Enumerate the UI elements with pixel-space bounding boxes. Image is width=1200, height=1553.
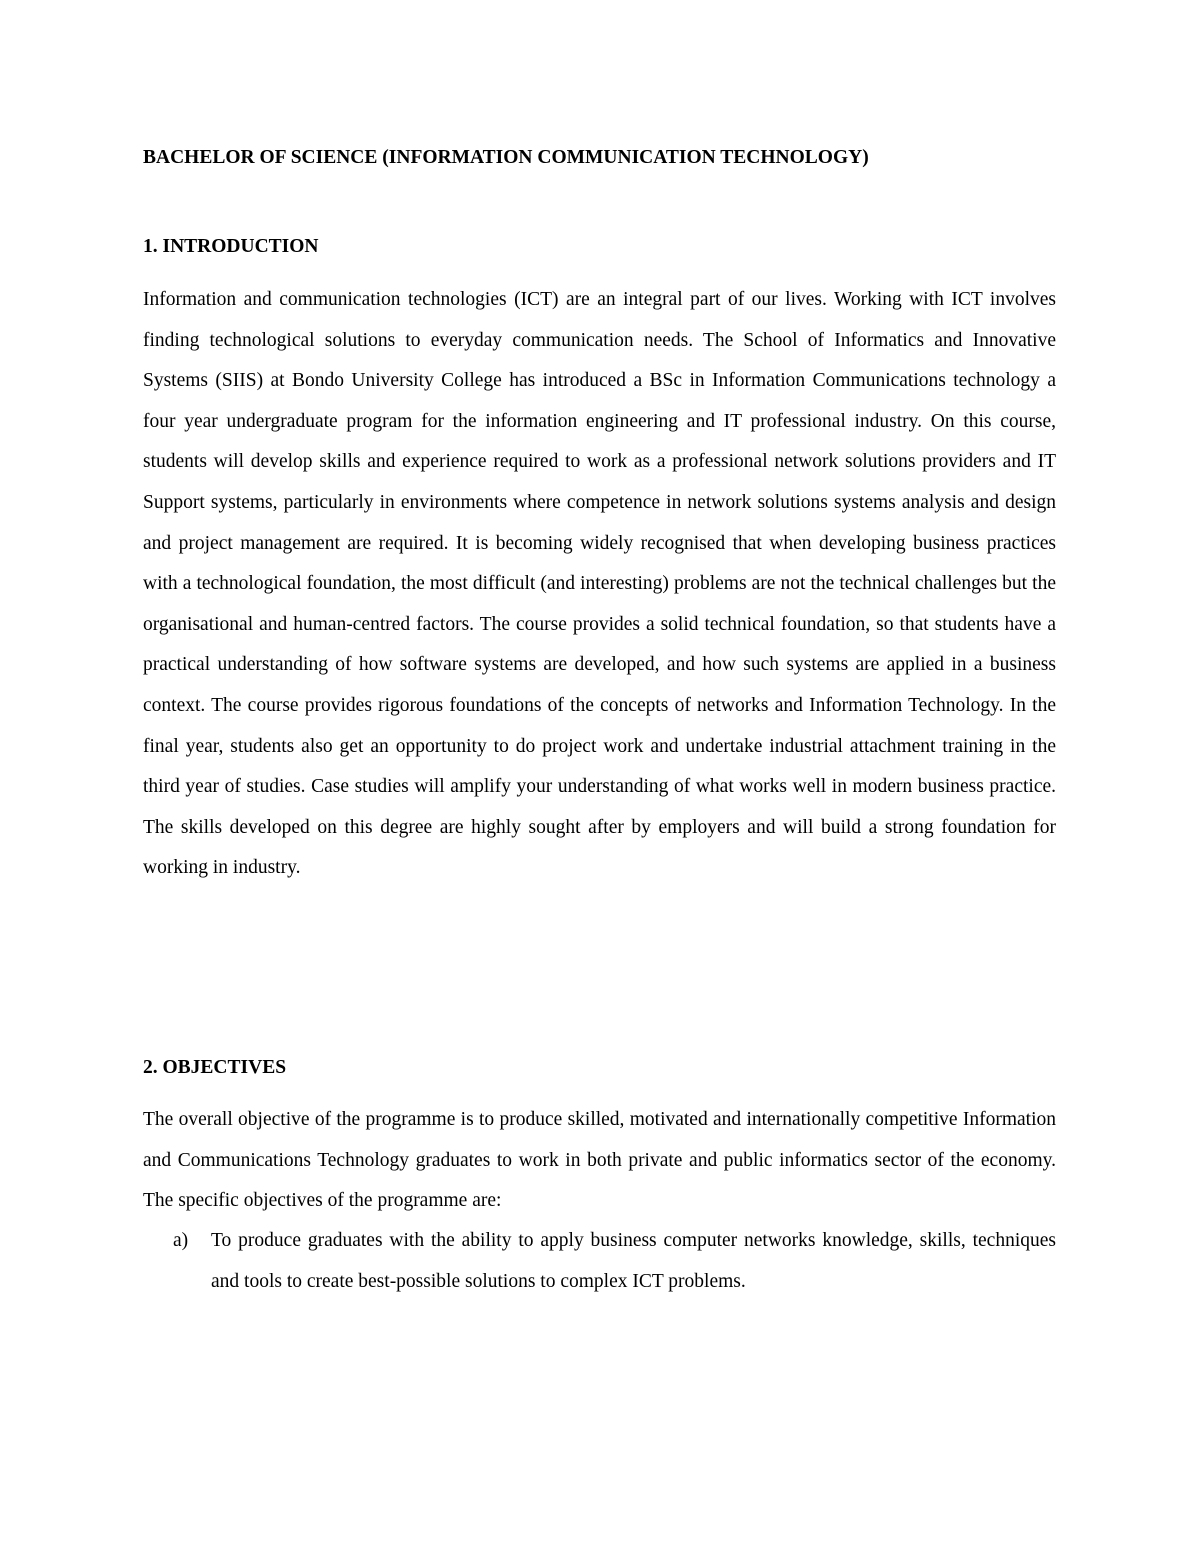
- objectives-list: [143, 1221, 1056, 1302]
- list-item: [143, 1221, 1056, 1302]
- section-heading-introduction: 1. INTRODUCTION: [143, 236, 319, 257]
- objectives-paragraph: The overall objective of the programme is to produce skilled, motivated and internationally competitive Information and Communications Technology graduates to work in both private and public informatics sector of the economy. The specific objectives of the programme are:: [143, 1109, 1056, 1212]
- section-heading-objectives: 2. OBJECTIVES: [143, 1057, 287, 1078]
- document-title: BACHELOR OF SCIENCE (INFORMATION COMMUNICATION TECHNOLOGY): [143, 147, 869, 168]
- list-item-marker: a): [173, 1230, 189, 1251]
- list-item-text: To produce graduates with the ability to apply business computer networks knowledge, skills, techniques and tools to create best-possible solutions to complex ICT problems.: [211, 1230, 1056, 1292]
- introduction-paragraph: Information and communication technologies (ICT) are an integral part of our lives. Working with ICT involves finding technological solutions to everyday communication needs. The School of Informatics and Innovative Systems (SIIS) at Bondo University College has introduced a BSc in Information Communications technology a four year undergraduate program for the information engineering and IT professional industry. On this course, students will develop skills and experience required to work as a professional network solutions providers and IT Support systems, particularly in environments where competence in network solutions systems analysis and design and project management are required. It is becoming widely recognised that when developing business practices with a technological foundation, the most difficult (and interesting) problems are not the technical challenges but the organisational and human-centred factors. The course provides a solid technical foundation, so that students have a practical understanding of how software systems are developed, and how such systems are applied in a business context. The course provides rigorous foundations of the concepts of networks and Information Technology. In the final year, students also get an opportunity to do project work and undertake industrial attachment training in the third year of studies. Case studies will amplify your understanding of what works well in modern business practice. The skills developed on this degree are highly sought after by employers and will build a strong foundation for working in industry.: [143, 289, 1056, 879]
